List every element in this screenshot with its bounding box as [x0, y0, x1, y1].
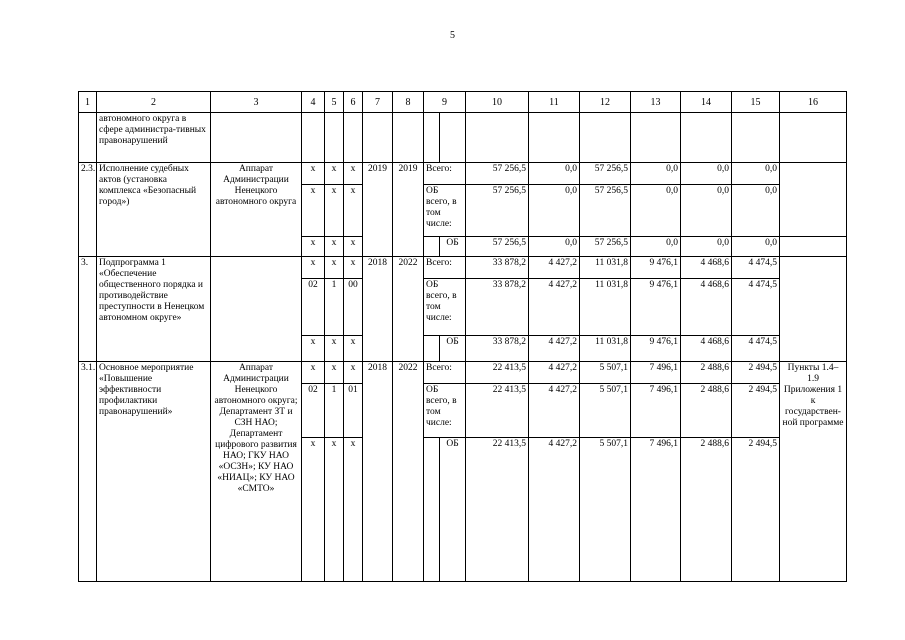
- cell: [424, 237, 440, 257]
- cell-source: ОБ: [440, 237, 466, 257]
- cell-code: х: [344, 185, 363, 237]
- cell: [580, 113, 631, 163]
- cell-year-start: 2018: [363, 362, 393, 582]
- cell-value: 0,0: [631, 185, 681, 237]
- header-cell: 3: [211, 92, 302, 113]
- cell-value: 22 413,5: [466, 362, 529, 384]
- cell-value: 4 474,5: [732, 336, 780, 362]
- cell-year-start: 2019: [363, 163, 393, 257]
- cell-value: 2 488,6: [681, 362, 732, 384]
- budget-table: [78, 91, 847, 582]
- cell-note: [780, 257, 847, 362]
- header-cell: 15: [732, 92, 780, 113]
- cell-code: х: [302, 336, 325, 362]
- cell-value: 7 496,1: [631, 384, 681, 438]
- cell-value: 4 427,2: [529, 279, 580, 336]
- cell-value: 4 427,2: [529, 438, 580, 582]
- header-cell: 6: [344, 92, 363, 113]
- cell-value: 0,0: [681, 185, 732, 237]
- header-cell: 11: [529, 92, 580, 113]
- cell-value: 57 256,5: [466, 237, 529, 257]
- cell-value: 4 468,6: [681, 336, 732, 362]
- cell-value: 2 488,6: [681, 384, 732, 438]
- cell-code: х: [325, 336, 344, 362]
- cell: [393, 113, 424, 163]
- table-row: [79, 362, 847, 384]
- cell: [344, 113, 363, 163]
- cell: [424, 438, 440, 582]
- cell: [424, 336, 440, 362]
- cell: [780, 113, 847, 163]
- cell-value: 0,0: [631, 163, 681, 185]
- cell-value: 22 413,5: [466, 384, 529, 438]
- cell: [325, 113, 344, 163]
- page-number: 5: [450, 30, 455, 41]
- cell-name: автономного округа в сфере администра-тивных правонарушений: [97, 113, 211, 163]
- cell-name: Основное мероприятие «Повышение эффективности профилактики правонарушений»: [97, 362, 211, 582]
- header-cell: 14: [681, 92, 732, 113]
- cell-value: 33 878,2: [466, 257, 529, 279]
- header-cell: 10: [466, 92, 529, 113]
- cell-value: 0,0: [732, 237, 780, 257]
- cell-value: 22 413,5: [466, 438, 529, 582]
- cell-value: 4 474,5: [732, 257, 780, 279]
- cell-note: [780, 163, 847, 237]
- cell: [529, 113, 580, 163]
- cell-code: х: [325, 362, 344, 384]
- cell-source: ОБ всего, в том числе:: [424, 185, 466, 237]
- cell-source: ОБ: [440, 336, 466, 362]
- cell-code: х: [344, 336, 363, 362]
- cell-value: 57 256,5: [580, 163, 631, 185]
- cell: [440, 113, 466, 163]
- cell-name: Подпрограмма 1 «Обеспечение общественного порядка и противодействие преступности в Ненецком автономном округе»: [97, 257, 211, 362]
- cell-code: х: [344, 362, 363, 384]
- header-cell: 16: [780, 92, 847, 113]
- cell: [302, 113, 325, 163]
- cell-code: х: [325, 185, 344, 237]
- cell-code: х: [302, 257, 325, 279]
- cell-value: 57 256,5: [580, 237, 631, 257]
- cell-value: 2 494,5: [732, 438, 780, 582]
- cell-code: х: [325, 257, 344, 279]
- cell-value: 9 476,1: [631, 279, 681, 336]
- cell-value: 0,0: [529, 237, 580, 257]
- cell-code: х: [325, 237, 344, 257]
- cell-value: 0,0: [681, 163, 732, 185]
- cell-year-end: 2022: [393, 257, 424, 362]
- cell-value: 2 488,6: [681, 438, 732, 582]
- header-cell: 7: [363, 92, 393, 113]
- header-cell: 8: [393, 92, 424, 113]
- cell-name: Исполнение судебных актов (установка комплекса «Безопасный город»): [97, 163, 211, 257]
- header-cell: 5: [325, 92, 344, 113]
- cell: [424, 113, 440, 163]
- header-cell: 13: [631, 92, 681, 113]
- table-row: [79, 163, 847, 185]
- cell-code: х: [302, 237, 325, 257]
- cell-value: 0,0: [631, 237, 681, 257]
- cell-year-start: 2018: [363, 257, 393, 362]
- cell-value: 0,0: [529, 185, 580, 237]
- cell-value: 0,0: [681, 237, 732, 257]
- cell-number: 3.1.: [79, 362, 97, 582]
- cell-value: 11 031,8: [580, 336, 631, 362]
- cell-value: 33 878,2: [466, 336, 529, 362]
- cell-year-end: 2019: [393, 163, 424, 257]
- cell-source: ОБ всего, в том числе:: [424, 384, 466, 438]
- cell-code: х: [302, 163, 325, 185]
- cell-code: 02: [302, 384, 325, 438]
- cell-code: х: [344, 163, 363, 185]
- cell-year-end: 2022: [393, 362, 424, 582]
- cell-value: 2 494,5: [732, 384, 780, 438]
- cell-code: х: [302, 362, 325, 384]
- header-cell: 9: [424, 92, 466, 113]
- table-row: [79, 257, 847, 279]
- cell-code: 02: [302, 279, 325, 336]
- cell-code: 00: [344, 279, 363, 336]
- cell-value: 57 256,5: [466, 163, 529, 185]
- header-cell: 12: [580, 92, 631, 113]
- cell-code: х: [302, 185, 325, 237]
- cell-number: 2.3.: [79, 163, 97, 257]
- cell-note: [780, 237, 847, 257]
- cell-value: 5 507,1: [580, 384, 631, 438]
- cell-value: 9 476,1: [631, 257, 681, 279]
- cell-value: 4 468,6: [681, 257, 732, 279]
- cell-value: 5 507,1: [580, 438, 631, 582]
- cell-value: 4 427,2: [529, 336, 580, 362]
- cell-value: 11 031,8: [580, 279, 631, 336]
- cell-value: 57 256,5: [466, 185, 529, 237]
- cell-value: 7 496,1: [631, 362, 681, 384]
- cell-executor: Аппарат Администрации Ненецкого автономного округа: [211, 163, 302, 257]
- cell-code: 1: [325, 384, 344, 438]
- cell-code: х: [325, 438, 344, 582]
- cell-code: 1: [325, 279, 344, 336]
- cell: [363, 113, 393, 163]
- cell-executor: [211, 257, 302, 362]
- header-cell: 4: [302, 92, 325, 113]
- cell-source: ОБ всего, в том числе:: [424, 279, 466, 336]
- cell-source: Всего:: [424, 257, 466, 279]
- cell: [732, 113, 780, 163]
- cell-code: х: [344, 257, 363, 279]
- cell-value: 0,0: [732, 163, 780, 185]
- cell-value: 4 474,5: [732, 279, 780, 336]
- cell: [211, 113, 302, 163]
- cell-code: 01: [344, 384, 363, 438]
- cell-source: Всего:: [424, 163, 466, 185]
- cell-value: 2 494,5: [732, 362, 780, 384]
- cell: [631, 113, 681, 163]
- cell-value: 7 496,1: [631, 438, 681, 582]
- cell-executor: Аппарат Администрации Ненецкого автономного округа; Департамент ЗТ и СЗН НАО; Департамент цифрового развития НАО; ГКУ НАО «ОСЗН»; КУ НАО «НИАЦ»; КУ НАО «СМТО»: [211, 362, 302, 582]
- cell-number: 3.: [79, 257, 97, 362]
- cell-source: Всего:: [424, 362, 466, 384]
- cell-value: 9 476,1: [631, 336, 681, 362]
- table-row: [79, 113, 847, 163]
- cell-value: 33 878,2: [466, 279, 529, 336]
- cell-value: 0,0: [732, 185, 780, 237]
- cell: [681, 113, 732, 163]
- cell: [466, 113, 529, 163]
- cell-value: 4 427,2: [529, 362, 580, 384]
- cell-value: 5 507,1: [580, 362, 631, 384]
- cell-note: Пункты 1.4–1.9 Приложения 1 к государствен-ной программе: [780, 362, 847, 582]
- cell-value: 57 256,5: [580, 185, 631, 237]
- cell: [79, 113, 97, 163]
- cell-value: 4 427,2: [529, 384, 580, 438]
- cell-code: х: [302, 438, 325, 582]
- header-row: [79, 92, 847, 113]
- cell-value: 11 031,8: [580, 257, 631, 279]
- header-cell: 2: [97, 92, 211, 113]
- cell-value: 0,0: [529, 163, 580, 185]
- cell-code: х: [344, 438, 363, 582]
- cell-code: х: [344, 237, 363, 257]
- cell-source: ОБ: [440, 438, 466, 582]
- cell-value: 4 468,6: [681, 279, 732, 336]
- header-cell: 1: [79, 92, 97, 113]
- cell-value: 4 427,2: [529, 257, 580, 279]
- cell-code: х: [325, 163, 344, 185]
